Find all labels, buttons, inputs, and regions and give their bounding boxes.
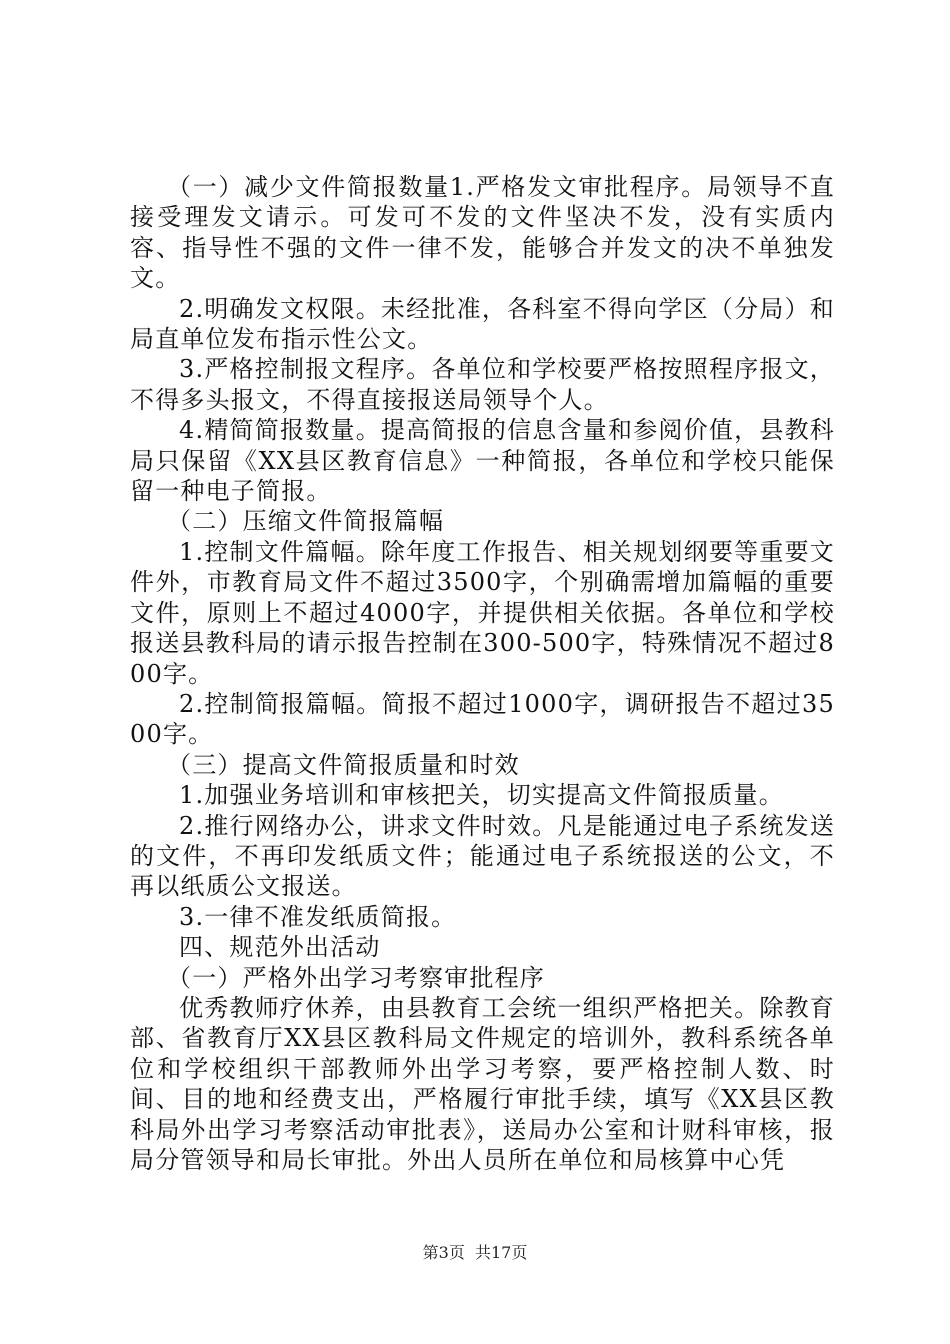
paragraph: 3.严格控制报文程序。各单位和学校要严格按照程序报文，不得多头报文，不得直接报送局领导个人。: [130, 355, 835, 414]
paragraph: 4.精简简报数量。提高简报的信息含量和参阅价值，县教科局只保留《XX县区教育信息》一种简报，各单位和学校只能保留一种电子简报。: [130, 416, 835, 506]
document-body: [130, 172, 835, 1175]
paragraph: 2.明确发文权限。未经批准，各科室不得向学区（分局）和局直单位发布指示性公文。: [130, 294, 835, 354]
paragraph: 3.一律不准发纸质简报。: [179, 902, 457, 931]
paragraph: 1.加强业务培训和审核把关，切实提高文件简报质量。: [179, 781, 784, 810]
paragraph: 2.推行网络办公，讲求文件时效。凡是能通过电子系统发送的文件，不再印发纸质文件；能通过电子系统报送的公文，不再以纸质公文报送。: [130, 811, 835, 901]
section-heading: （一）严格外出学习考察审批程序: [167, 963, 545, 992]
paragraph: （一）减少文件简报数量1.严格发文审批程序。局领导不直接受理发文请示。可发可不发的文件坚决不发，没有实质内容、指导性不强的文件一律不发，能够合并发文的决不单独发文。: [130, 173, 835, 293]
section-heading: （二）压缩文件简报篇幅: [167, 507, 445, 536]
section-heading: 四、规范外出活动: [179, 933, 381, 962]
paragraph: 1.控制文件篇幅。除年度工作报告、相关规划纲要等重要文件外，市教育局文件不超过3500字，个别确需增加篇幅的重要文件，原则上不超过4000字，并提供相关依据。各单位和学校报送县教科局的请示报告控制在300-500字，特殊情况不超过800字。: [130, 537, 835, 688]
page-footer: [0, 1243, 950, 1263]
section-heading: （三）提高文件简报质量和时效: [167, 750, 520, 779]
paragraph: 优秀教师疗休养，由县教育工会统一组织严格把关。除教育部、省教育厅XX县区教科局文件规定的培训外，教科系统各单位和学校组织干部教师外出学习考察，要严格控制人数、时间、目的地和经费支出，严格履行审批手续，填写《XX县区教科局外出学习考察活动审批表》，送局办公室和计财科审核，报局分管领导和局长审批。外出人员所在单位和局核算中心凭: [130, 993, 835, 1174]
page-number: 第3页 共17页: [422, 1243, 528, 1262]
paragraph: 2.控制简报篇幅。简报不超过1000字，调研报告不超过3500字。: [130, 689, 835, 749]
